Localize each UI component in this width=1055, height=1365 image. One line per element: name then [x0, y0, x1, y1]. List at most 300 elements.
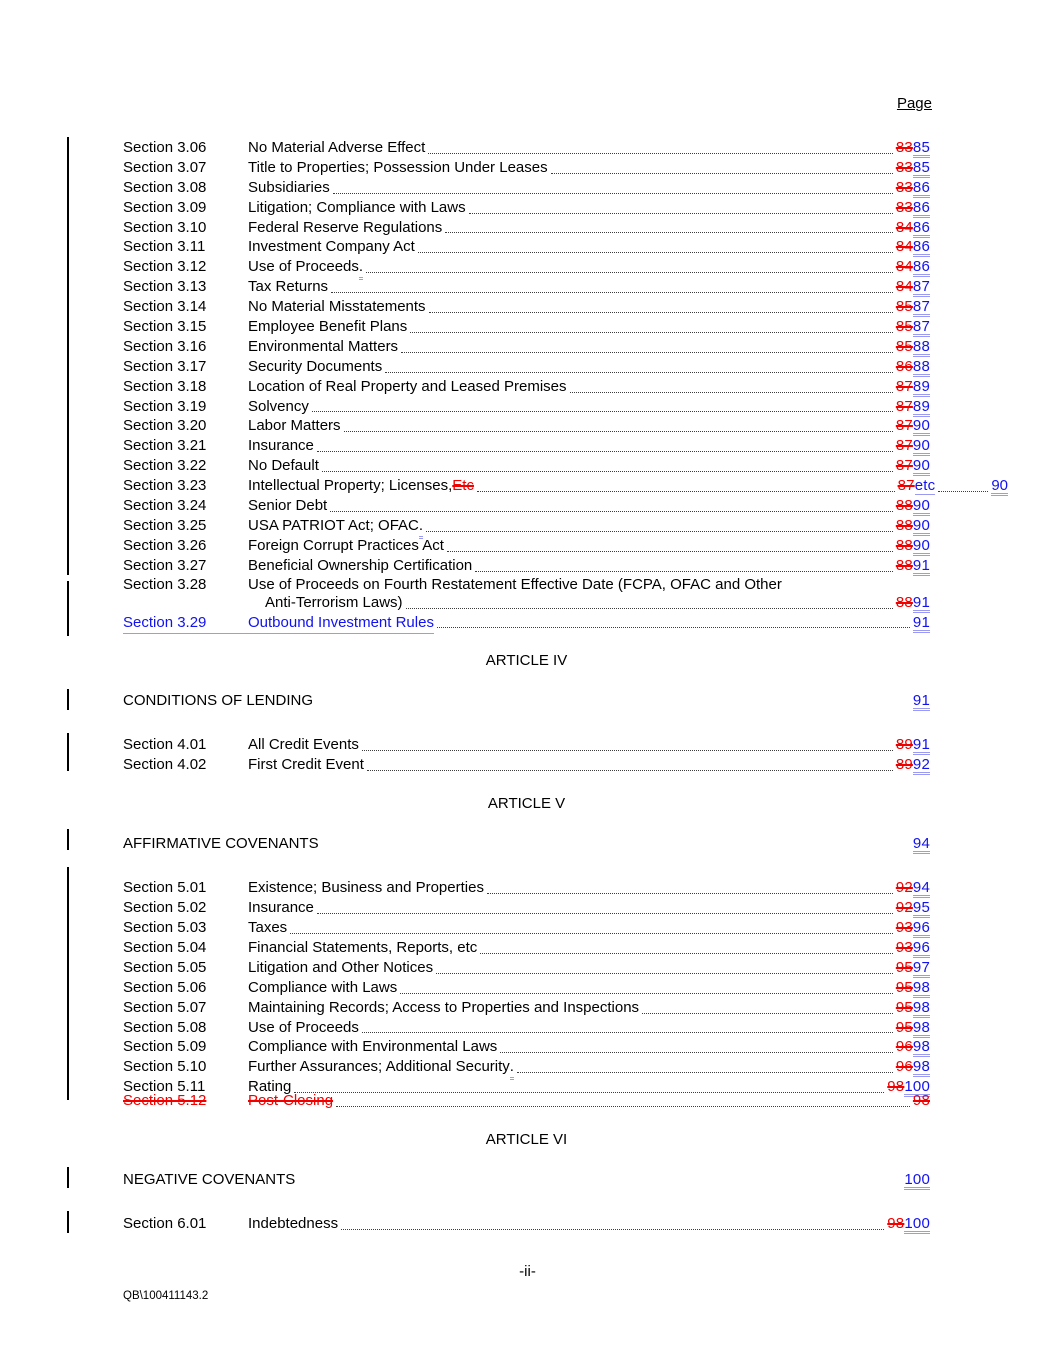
old-page-number: 87 [897, 477, 915, 495]
dot-leader [410, 332, 893, 333]
toc-section-entry [123, 257, 930, 277]
section-number-label: Section 3.17 [123, 357, 207, 375]
old-page-number: 84 [895, 278, 913, 296]
dot-leader [437, 627, 910, 628]
page-numbers [896, 735, 930, 755]
page-numbers [896, 178, 930, 198]
old-page-number: 95 [895, 958, 913, 976]
new-page-number: 88 [912, 357, 930, 375]
new-page-number: 89 [912, 397, 930, 415]
section-title: Beneficial Ownership Certification [248, 556, 473, 574]
toc-section-entry [123, 397, 930, 417]
section-number-label: Section 3.12 [123, 258, 207, 276]
page-numbers [896, 516, 930, 536]
old-page-number: 87 [895, 457, 913, 475]
page-numbers [896, 198, 930, 218]
toc-section-entry [123, 556, 930, 576]
toc-heading-entry [123, 691, 930, 711]
dot-leader [331, 292, 893, 293]
section-number-label: Section 3.10 [123, 218, 207, 236]
page-numbers [913, 834, 930, 854]
toc-section-entry [123, 218, 930, 238]
old-page-number: 88 [895, 497, 913, 515]
footer-page-number: -ii- [519, 1263, 536, 1280]
section-number-label: Section 3.11 [123, 238, 206, 256]
page-numbers [896, 878, 930, 898]
old-page-number: 87 [895, 377, 913, 395]
section-number-label: Section 3.09 [123, 198, 207, 216]
section-number-label: Section 3.25 [123, 516, 207, 534]
toc-section-entry [123, 1091, 930, 1111]
section-number-label: Section 3.16 [123, 337, 207, 355]
section-title: No Material Adverse Effect [248, 139, 426, 156]
section-number-label: Section 3.07 [123, 158, 207, 176]
section-number-label: Section 3.13 [123, 278, 207, 296]
toc-section-entry [123, 297, 930, 317]
old-page-number: 83 [895, 178, 913, 196]
section-number-label: Section 3.23 [123, 477, 207, 495]
page-numbers [896, 898, 930, 918]
change-bar [67, 829, 69, 850]
page-numbers [896, 277, 930, 297]
old-page-number: 85 [895, 337, 913, 355]
old-page-number: 89 [895, 756, 913, 774]
dot-leader [418, 252, 893, 253]
page-numbers [896, 357, 930, 377]
new-page-number: 86 [912, 218, 930, 236]
dot-leader [344, 431, 893, 432]
section-number-label: Section 3.29 [123, 613, 248, 634]
new-page-number: 92 [912, 756, 930, 774]
toc-section-entry [123, 735, 930, 755]
section-number-label: Section 3.19 [123, 397, 207, 415]
dot-leader [312, 411, 893, 412]
section-number-label: Section 3.14 [123, 298, 207, 316]
section-title: Financial Statements, Reports, etc [248, 938, 478, 956]
change-bar [67, 867, 69, 1100]
change-bar [67, 1211, 69, 1233]
new-page-number: 87 [912, 298, 930, 316]
section-title: Existence; Business and Properties [248, 879, 484, 897]
section-title: Federal Reserve Regulations [248, 218, 443, 236]
section-title: Employee Benefit Plans [248, 318, 408, 336]
page-numbers [904, 1170, 930, 1190]
new-page-number: 91 [912, 594, 930, 612]
section-title: Insurance [248, 437, 314, 455]
new-page-number: 86 [912, 258, 930, 276]
old-page-number: 88 [895, 594, 913, 612]
change-bar [67, 689, 69, 710]
dot-leader [366, 272, 893, 273]
inserted-text: etc [914, 477, 936, 495]
toc-section-entry [123, 1214, 930, 1234]
new-page-number: 98 [912, 1018, 930, 1036]
section-number-label: Section 3.06 [123, 139, 207, 156]
old-page-number: 92 [895, 879, 913, 897]
toc-section-entry [123, 1037, 930, 1057]
toc-section-entry [123, 938, 930, 958]
dot-leader [428, 153, 893, 154]
dot-leader [406, 608, 893, 609]
page-numbers [896, 257, 930, 277]
toc-section-entry [123, 317, 930, 337]
dot-leader [330, 511, 893, 512]
dot-leader [469, 213, 893, 214]
toc-section-entry [123, 436, 930, 456]
section-number-label: Section 5.08 [123, 1018, 207, 1036]
toc-section-entry [123, 377, 930, 397]
entry-line-1 [123, 576, 930, 595]
old-page-number: 93 [895, 938, 913, 956]
toc-section-entry [123, 998, 930, 1018]
section-number-label: Section 5.10 [123, 1058, 207, 1076]
toc-heading-entry [123, 1170, 930, 1190]
section-title: Location of Real Property and Leased Premises [248, 377, 567, 395]
section-title: Litigation and Other Notices [248, 958, 434, 976]
dot-leader [362, 1032, 893, 1033]
page-numbers [896, 958, 930, 978]
page-numbers [896, 556, 930, 576]
change-bar [67, 137, 69, 575]
dot-leader [517, 1072, 893, 1073]
new-page-number: 98 [912, 978, 930, 996]
section-number-label: Section 4.02 [123, 756, 207, 774]
old-page-number: 87 [895, 437, 913, 455]
section-title: Use of Proceeds [248, 1018, 359, 1036]
page-numbers [896, 1018, 930, 1038]
section-title: Investment Company Act [248, 238, 415, 256]
toc-section-entry [123, 898, 930, 918]
section-title: Tax Returns [248, 278, 329, 296]
new-page-number: 91 [912, 613, 930, 631]
page-numbers [896, 218, 930, 238]
page-numbers [896, 594, 930, 613]
new-page-number: 85 [912, 158, 930, 176]
page-numbers [896, 337, 930, 357]
new-page-number: 100 [904, 1170, 930, 1188]
section-number-label: Section 3.28 [123, 575, 207, 593]
section-title: Outbound Investment Rules [248, 613, 434, 634]
toc-section-entry [123, 536, 930, 556]
page-numbers [896, 158, 930, 178]
new-page-number: 86 [912, 198, 930, 216]
section-title: Insurance [248, 899, 314, 917]
dot-leader [429, 312, 893, 313]
dot-leader [445, 232, 893, 233]
toc-section-entry [123, 198, 930, 218]
dot-leader [294, 1092, 884, 1093]
section-number-label: Section 3.15 [123, 318, 207, 336]
page-numbers [896, 496, 930, 516]
toc-section-entry [123, 1018, 930, 1038]
new-page-number: 90 [912, 497, 930, 515]
section-number-label: Section 3.27 [123, 556, 207, 574]
toc-section-entry [123, 337, 930, 357]
table-of-contents [123, 138, 1008, 1234]
section-number-label: Section 5.09 [123, 1038, 207, 1056]
old-page-number: 83 [895, 139, 913, 156]
new-page-number: 91 [912, 556, 930, 574]
dot-leader [642, 1013, 893, 1014]
old-page-number: 83 [895, 198, 913, 216]
dot-leader [317, 913, 893, 914]
old-page-number: 89 [895, 736, 913, 754]
section-title: Post-Closing [248, 1092, 334, 1110]
article-heading [123, 1130, 930, 1150]
page-numbers [896, 456, 930, 476]
section-number-label: Section 3.26 [123, 536, 207, 554]
old-page-number: 84 [895, 258, 913, 276]
section-title: Security Documents [248, 357, 383, 375]
old-page-number: 96 [895, 1038, 913, 1056]
section-title: Compliance with Laws [248, 978, 398, 996]
new-page-number: 90 [912, 516, 930, 534]
change-bar [67, 733, 69, 771]
section-number-label: Section 5.05 [123, 958, 207, 976]
section-number-label: Section 5.03 [123, 919, 207, 937]
inserted-period: . [359, 257, 363, 280]
page-numbers [896, 755, 930, 775]
old-page-number: 88 [895, 556, 913, 574]
new-page-number: 86 [912, 238, 930, 256]
section-title-continued: Anti-Terrorism Laws) [265, 594, 403, 612]
change-bar [67, 581, 69, 636]
section-title: Title to Properties; Possession Under Leases [248, 158, 548, 176]
inserted-period: . [419, 516, 423, 539]
section-title: USA PATRIOT Act; OFAC [248, 516, 419, 534]
toc-section-entry [123, 277, 930, 297]
dot-leader [487, 893, 893, 894]
dot-leader [290, 933, 893, 934]
page-numbers [896, 998, 930, 1018]
dot-leader [426, 531, 893, 532]
section-number-label: Section 3.08 [123, 178, 207, 196]
new-page-number: 88 [912, 337, 930, 355]
toc-section-entry [123, 416, 930, 436]
new-page-number: 100 [904, 1078, 930, 1096]
page-numbers [896, 918, 930, 938]
old-page-number: 87 [895, 397, 913, 415]
dot-leader [477, 491, 895, 492]
page-numbers [896, 377, 930, 397]
new-page-number: 90 [991, 477, 1008, 495]
section-title: Intellectual Property; Licenses, [248, 477, 453, 495]
old-page-number: 96 [895, 1058, 913, 1076]
section-title: Taxes [248, 919, 288, 937]
new-page-number: 94 [912, 879, 930, 897]
section-number-label: Section 4.01 [123, 736, 207, 754]
section-number-label: Section 3.20 [123, 417, 207, 435]
article-heading [123, 651, 930, 671]
page-numbers [913, 613, 930, 633]
new-page-number: 98 [912, 1058, 930, 1076]
page-numbers [896, 397, 930, 417]
new-page-number: 87 [912, 318, 930, 336]
new-page-number: 95 [912, 899, 930, 917]
section-title: No Material Misstatements [248, 298, 426, 316]
new-page-number: 90 [912, 457, 930, 475]
toc-section-entry [123, 158, 930, 178]
section-title: Foreign Corrupt Practices Act [248, 536, 444, 554]
old-page-number: 95 [895, 1018, 913, 1036]
new-page-number: 87 [912, 278, 930, 296]
section-number-label: Section 5.06 [123, 978, 207, 996]
old-page-number: 88 [895, 516, 913, 534]
toc-section-entry [123, 456, 930, 476]
section-number-label: Section 3.21 [123, 437, 207, 455]
dot-leader [938, 491, 988, 492]
deleted-title-text: Etc [452, 477, 474, 495]
dot-leader [400, 993, 893, 994]
toc-section-entry [123, 613, 930, 633]
new-page-number: 90 [912, 536, 930, 554]
page-numbers [896, 138, 930, 158]
section-title: First Credit Event [248, 756, 364, 774]
new-page-number: 89 [912, 377, 930, 395]
old-page-number: 92 [895, 899, 913, 917]
page-numbers [896, 938, 930, 958]
dot-leader [341, 1229, 884, 1230]
page-numbers [913, 1091, 930, 1111]
dot-leader [447, 551, 893, 552]
new-page-number: 100 [904, 1214, 930, 1232]
old-page-number: 98 [887, 1078, 905, 1096]
new-page-number: 94 [912, 835, 930, 853]
section-title: Environmental Matters [248, 337, 399, 355]
dot-leader [385, 372, 893, 373]
section-title: Maintaining Records; Access to Properties and Inspections [248, 998, 640, 1016]
new-page-number: 97 [912, 958, 930, 976]
new-page-number: 90 [912, 437, 930, 455]
article-heading-label: ARTICLE V [487, 795, 566, 813]
dot-leader [480, 953, 893, 954]
toc-section-entry [123, 576, 930, 613]
article-heading-label: ARTICLE IV [485, 652, 568, 670]
section-number-label: Section 3.24 [123, 497, 207, 515]
section-title: Rating [248, 1078, 292, 1096]
section-title: Use of Proceeds on Fourth Restatement Effective Date (FCPA, OFAC and Other [248, 575, 782, 593]
old-page-number: 95 [895, 978, 913, 996]
section-number-label: Section 5.01 [123, 879, 207, 897]
section-title: Solvency [248, 397, 309, 415]
section-number-label: Section 5.02 [123, 899, 207, 917]
dot-leader [362, 750, 893, 751]
page-numbers [898, 476, 936, 496]
toc-section-entry [123, 496, 930, 516]
page-numbers [896, 436, 930, 456]
old-page-number: 87 [895, 417, 913, 435]
old-page-number: 85 [895, 318, 913, 336]
section-title: Litigation; Compliance with Laws [248, 198, 466, 216]
article-heading [123, 794, 930, 814]
toc-section-entry [123, 138, 930, 158]
dot-leader [500, 1052, 893, 1053]
section-number-label: Section 3.18 [123, 377, 207, 395]
section-number-label: Section 5.11 [123, 1078, 206, 1096]
new-page-number: 91 [912, 736, 930, 754]
new-page-number: 91 [912, 692, 930, 710]
toc-heading-label: CONDITIONS OF LENDING [123, 692, 314, 710]
page-numbers [913, 691, 930, 711]
section-number-label: Section 5.07 [123, 998, 207, 1016]
section-title: No Default [248, 457, 319, 475]
article-heading-label: ARTICLE VI [485, 1130, 568, 1148]
toc-heading-entry [123, 834, 930, 854]
section-title: Indebtedness [248, 1214, 339, 1232]
new-page-number: 86 [912, 178, 930, 196]
toc-heading-label: AFFIRMATIVE COVENANTS [123, 835, 319, 853]
dot-leader [367, 770, 893, 771]
new-page-number: 96 [912, 919, 930, 937]
page-numbers [896, 978, 930, 998]
page-numbers [896, 1057, 930, 1077]
toc-section-entry [123, 1057, 930, 1077]
toc-section-entry [123, 178, 930, 198]
toc-section-entry [123, 237, 930, 257]
page-numbers [896, 297, 930, 317]
dot-leader [475, 571, 893, 572]
old-page-number: 98 [912, 1092, 930, 1110]
section-title: Compliance with Environmental Laws [248, 1038, 498, 1056]
toc-section-entry [123, 878, 930, 898]
dot-leader [570, 392, 893, 393]
section-title: Senior Debt [248, 497, 328, 515]
section-number-label: Section 5.12 [123, 1092, 207, 1110]
section-title: Subsidiaries [248, 178, 330, 196]
section-title: All Credit Events [248, 736, 359, 754]
page-numbers [896, 1037, 930, 1057]
dot-leader [336, 1106, 910, 1107]
old-page-number: 98 [887, 1214, 905, 1232]
toc-heading-label: NEGATIVE COVENANTS [123, 1170, 296, 1188]
section-number-label: Section 3.22 [123, 457, 207, 475]
section-number-label: Section 5.04 [123, 938, 207, 956]
toc-section-entry [123, 357, 930, 377]
old-page-number: 95 [895, 998, 913, 1016]
toc-section-entry [123, 516, 930, 536]
change-bar [67, 1167, 69, 1188]
toc-section-entry [123, 476, 1008, 496]
footer-document-id: QB\100411143.2 [123, 1290, 209, 1302]
new-page-number: 90 [912, 417, 930, 435]
toc-section-entry [123, 755, 930, 775]
toc-section-entry [123, 958, 930, 978]
dot-leader [401, 352, 893, 353]
entry-line-2 [123, 594, 930, 613]
old-page-number: 83 [895, 158, 913, 176]
old-page-number: 88 [895, 536, 913, 554]
inserted-period: . [510, 1057, 514, 1080]
dot-leader [317, 451, 893, 452]
old-page-number: 85 [895, 298, 913, 316]
page-column-header: Page [896, 95, 932, 112]
section-number-label: Section 6.01 [123, 1214, 207, 1232]
page-numbers [896, 536, 930, 556]
new-page-number: 98 [912, 998, 930, 1016]
old-page-number: 86 [895, 357, 913, 375]
dot-leader [551, 173, 893, 174]
new-page-number: 85 [912, 139, 930, 156]
new-page-number: 98 [912, 1038, 930, 1056]
dot-leader [333, 193, 893, 194]
page-numbers [887, 1214, 930, 1234]
section-title: Use of Proceeds [248, 258, 359, 276]
section-title: Further Assurances; Additional Security [248, 1058, 510, 1076]
new-page-number: 96 [912, 938, 930, 956]
dot-leader [322, 471, 893, 472]
page-numbers [896, 416, 930, 436]
page-numbers [896, 317, 930, 337]
